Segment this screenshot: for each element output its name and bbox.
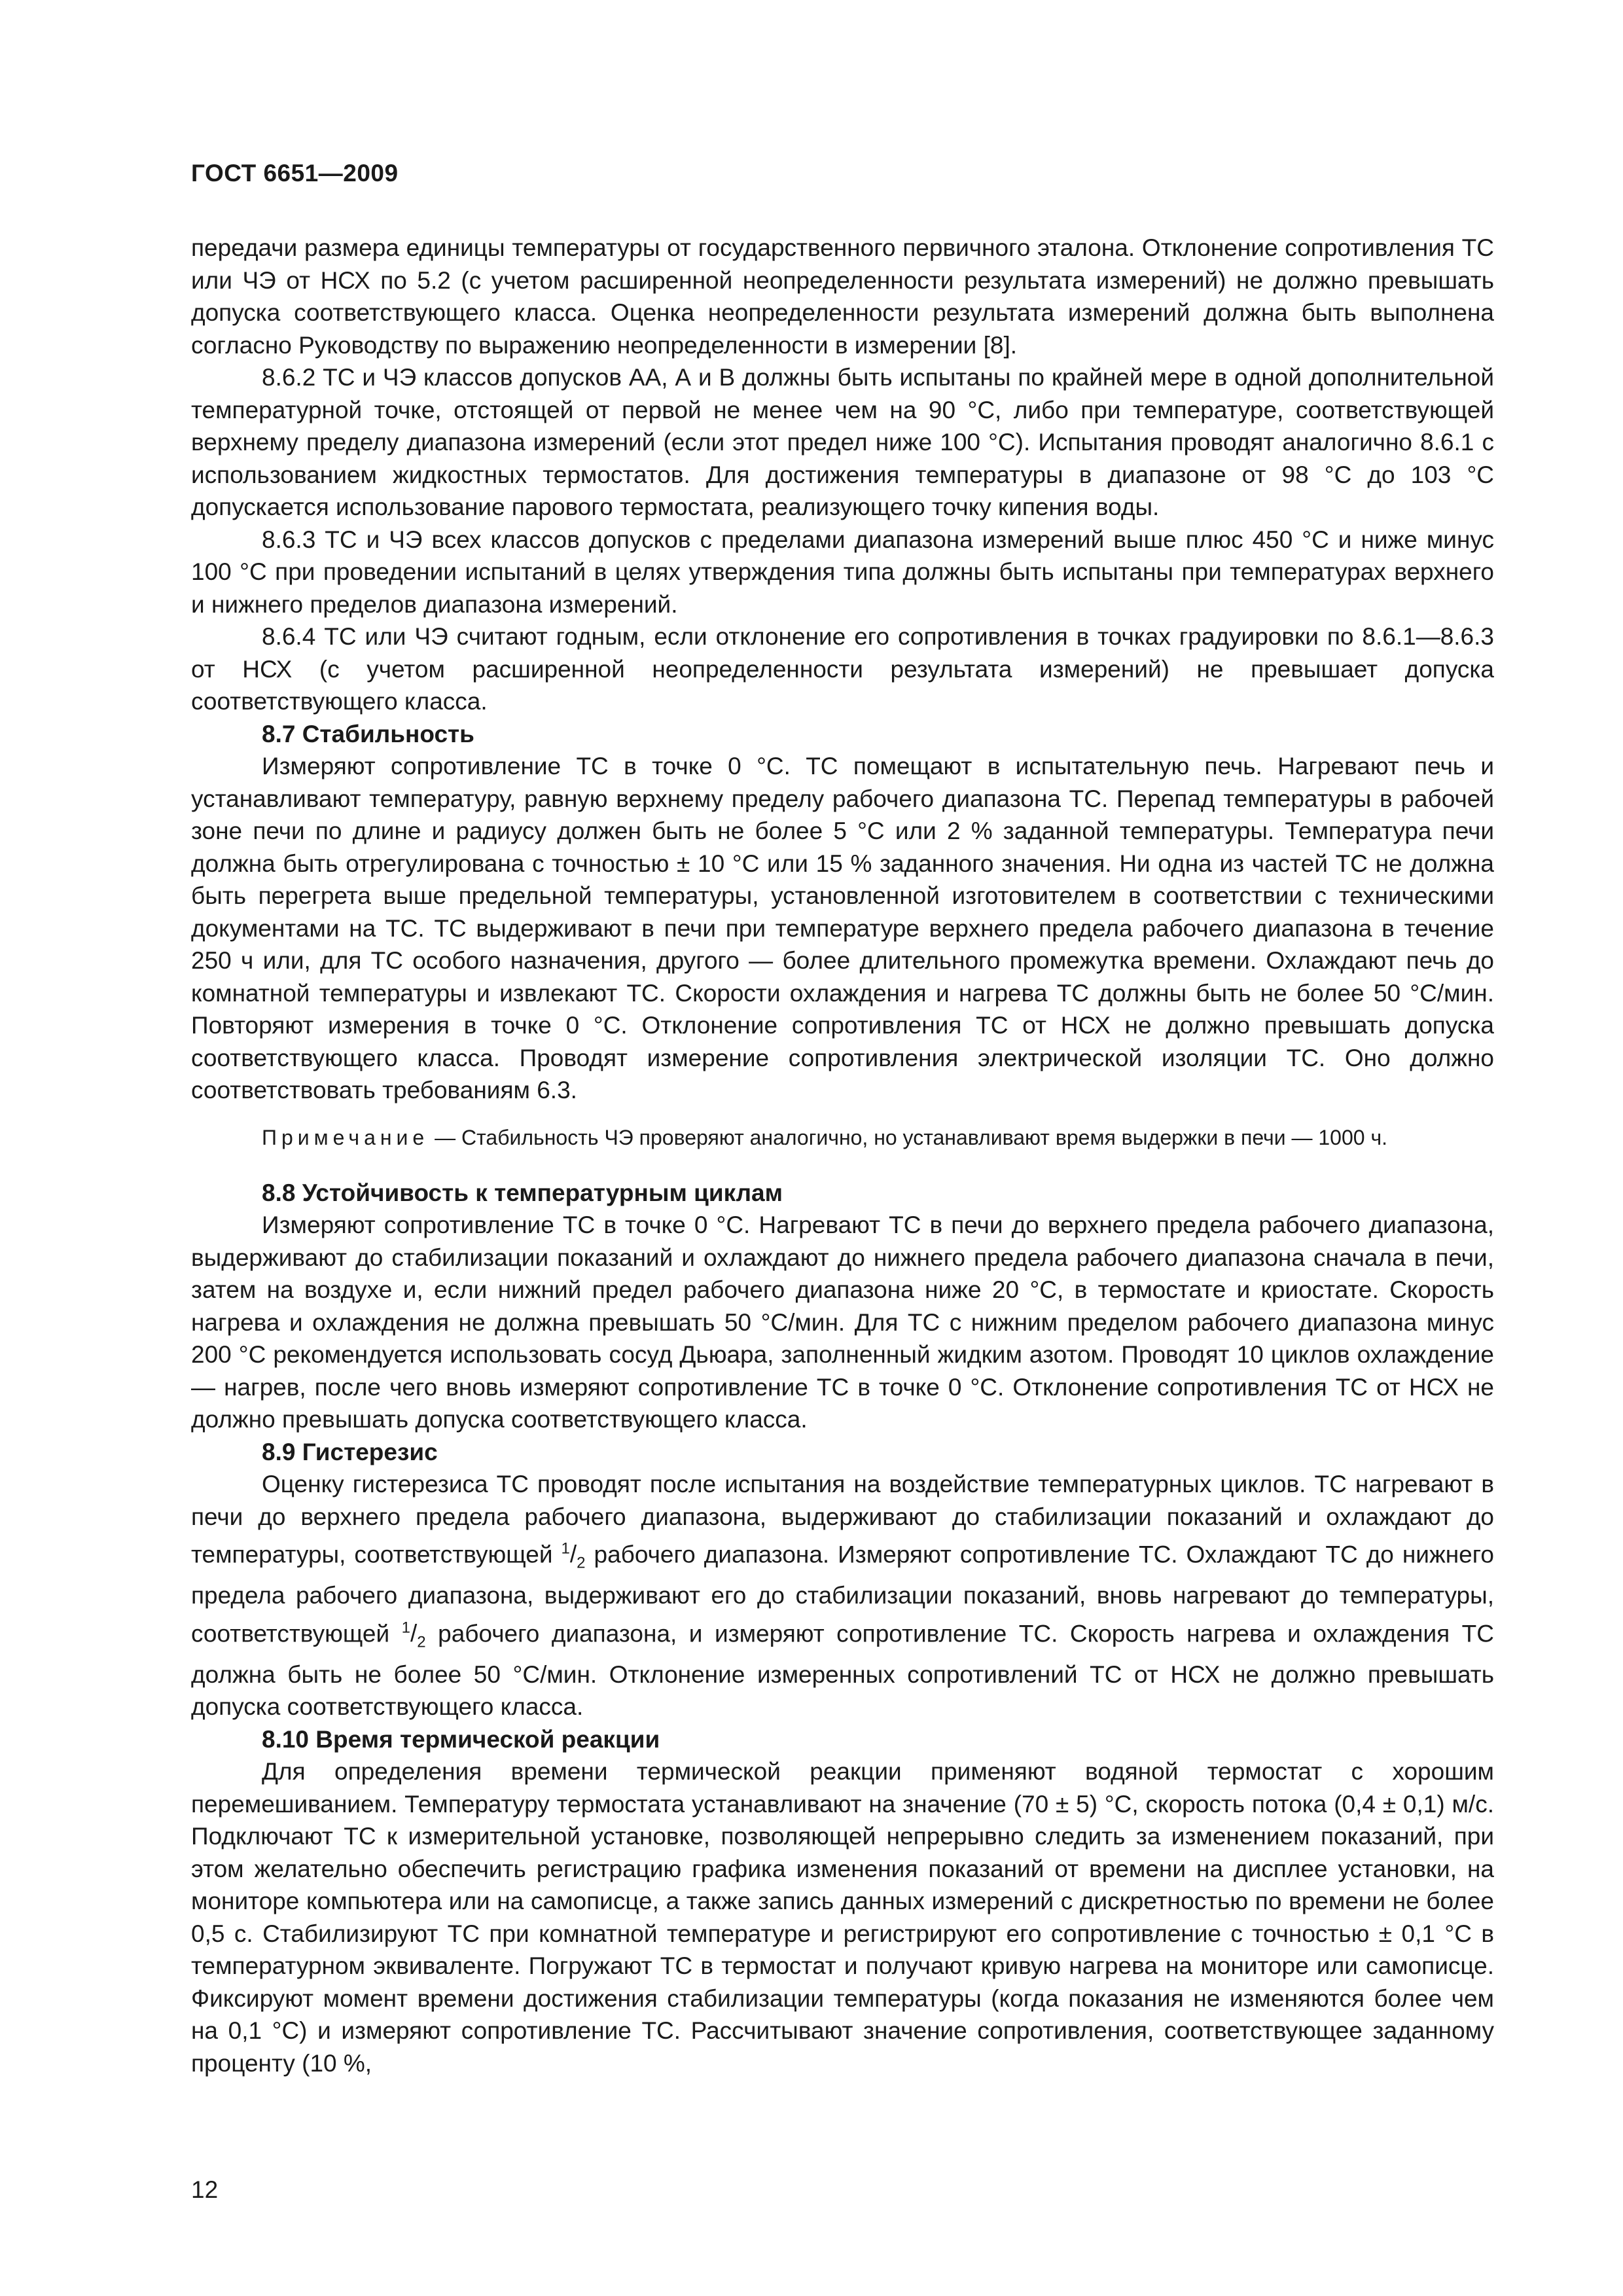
note-label: Примечание (262, 1125, 429, 1149)
note (191, 1122, 1494, 1153)
note-text: — Стабильность ЧЭ проверяют аналогично, но устанавливают время выдержки в печи — 1000 ч. (429, 1125, 1388, 1149)
fraction-denominator: 2 (417, 1633, 426, 1651)
section-heading-8-8: 8.8 Устойчивость к температурным циклам (262, 1179, 783, 1206)
fraction-one-half: $^1/_2$ (401, 1619, 426, 1651)
paragraph-8-9-part-a: Оценку гистерезиса ТС проводят после испытания на воздействие температурных циклов. ТС нагревают в печи до верхнего предела рабочего диапазона, выдерживают до стабилизации показаний и охлаждают до температуры, соответствующей (191, 1471, 1494, 1568)
paragraph-8-10: Для определения времени термической реакции применяют водяной термостат с хорошим перемешиванием. Температуру термостата устанавливают на значение (70 ± 5) °С, скорость потока (0,4 ± 0,1) м/с. Подключают ТС к измерительной установке, позволяющей непрерывно следить за изменением показаний, при этом желательно обеспечить регистрацию графика изменения показаний от времени на дисплее установки, на мониторе компьютера или на самописце, а также запись данных измерений с дискретностью по времени не более 0,5 с. Стабилизируют ТС при комнатной температуре и регистрируют его сопротивление с точностью ± 0,1 °С в температурном эквиваленте. Погружают ТС в термостат и получают кривую нагрева на мониторе или самописце. Фиксируют момент времени достижения стабилизации температуры (когда показания не изменяются более чем на 0,1 °С) и измеряют сопротивление ТС. Рассчитывают значение сопротивления, соответствующее заданному проценту (10 %, (191, 1758, 1494, 2077)
document-header: ГОСТ 6651—2009 (191, 160, 399, 187)
paragraph-8-7: Измеряют сопротивление ТС в точке 0 °С. ТС помещают в испытательную печь. Нагревают печь и устанавливают температуру, равную верхнему пределу рабочего диапазона ТС. Перепад температуры в рабочей зоне печи по длине и радиусу должен быть не более 5 °С или 2 % заданной температуры. Температура печи должна быть отрегулирована с точностью ± 10 °С или 15 % заданного значения. Ни одна из частей ТС не должна быть перегрета выше предельной температуры, установленной изготовителем в соответствии с техническими документами на ТС. ТС выдерживают в печи при температуре верхнего предела рабочего диапазона в течение 250 ч или, для ТС особого назначения, другого — более длительного промежутка времени. Охлаждают печь до комнатной температуры и извлекают ТС. Скорости охлаждения и нагрева ТС должны быть не более 50 °С/мин. Повторяют измерения в точке 0 °С. Отклонение сопротивления ТС от НСХ не должно превышать допуска соответствующего класса. Проводят измерение сопротивления электрической изоляции ТС. Оно должно соответствовать требованиям 6.3. (191, 753, 1494, 1103)
section-heading-8-9: 8.9 Гистерезис (262, 1438, 438, 1465)
fraction-denominator: 2 (577, 1554, 586, 1572)
paragraph-8-6-3: 8.6.3 ТС и ЧЭ всех классов допусков с пределами диапазона измерений выше плюс 450 °С и ниже минус 100 °С при проведении испытаний в целях утверждения типа должны быть испытаны при температурах верхнего и нижнего пределов диапазона измерений. (191, 526, 1494, 618)
section-heading-8-10: 8.10 Время термической реакции (262, 1725, 660, 1753)
fraction-numerator: 1 (561, 1540, 570, 1558)
fraction-numerator: 1 (401, 1619, 410, 1637)
document-body (191, 232, 1494, 2079)
fraction-one-half: $^1/_2$ (561, 1540, 586, 1572)
paragraph-8-9 (191, 1468, 1494, 1723)
section-heading-8-7: 8.7 Стабильность (262, 720, 474, 747)
paragraph-continuation: передачи размера единицы температуры от государственного первичного эталона. Отклонение сопротивления ТС или ЧЭ от НСХ по 5.2 (с учетом расширенной неопределенности результата измерений) не должно превышать допуска соответствующего класса. Оценка неопределенности результата измерений должна быть выполнена согласно Руководству по выражению неопределенности в измерении [8]. (191, 234, 1494, 359)
paragraph-8-8: Измеряют сопротивление ТС в точке 0 °С. Нагревают ТС в печи до верхнего предела рабочего диапазона, выдерживают до стабилизации показаний и охлаждают до нижнего предела рабочего диапазона сначала в печи, затем на воздухе и, если нижний предел рабочего диапазона ниже 20 °С, в термостате и криостате. Скорость нагрева и охлаждения не должна превышать 50 °С/мин. Для ТС с нижним пределом рабочего диапазона минус 200 °С рекомендуется использовать сосуд Дьюара, заполненный жидким азотом. Проводят 10 циклов охлаждение — нагрев, после чего вновь измеряют сопротивление ТС в точке 0 °С. Отклонение сопротивления ТС от НСХ не должно превышать допуска соответствующего класса. (191, 1211, 1494, 1433)
paragraph-8-9-part-c: рабочего диапазона, и измеряют сопротивление ТС. Скорость нагрева и охлаждения ТС должна быть не более 50 °С/мин. Отклонение измеренных сопротивлений ТС от НСХ не должно превышать допуска соответствующего класса. (191, 1620, 1494, 1721)
paragraph-8-6-4: 8.6.4 ТС или ЧЭ считают годным, если отклонение его сопротивления в точках градуировки по 8.6.1—8.6.3 от НСХ (с учетом расширенной неопределенности результата измерений) не превышает допуска соответствующего класса. (191, 623, 1494, 715)
paragraph-8-6-2: 8.6.2 ТС и ЧЭ классов допусков АА, А и В должны быть испытаны по крайней мере в одной дополнительной температурной точке, отстоящей от первой не менее чем на 90 °С, либо при температуре, соответствующей верхнему пределу диапазона измерений (если этот предел ниже 100 °С). Испытания проводят аналогично 8.6.1 с использованием жидкостных термостатов. Для достижения температуры в диапазоне от 98 °С до 103 °С допускается использование парового термостата, реализующего точку кипения воды. (191, 364, 1494, 520)
page-number: 12 (191, 2176, 219, 2203)
paragraph-8-9-part-b: рабочего диапазона. Измеряют сопротивление ТС. Охлаждают ТС до нижнего предела рабочего диапазона, выдерживают его до стабилизации показаний, вновь нагревают до температуры, соответствующей (191, 1541, 1494, 1647)
